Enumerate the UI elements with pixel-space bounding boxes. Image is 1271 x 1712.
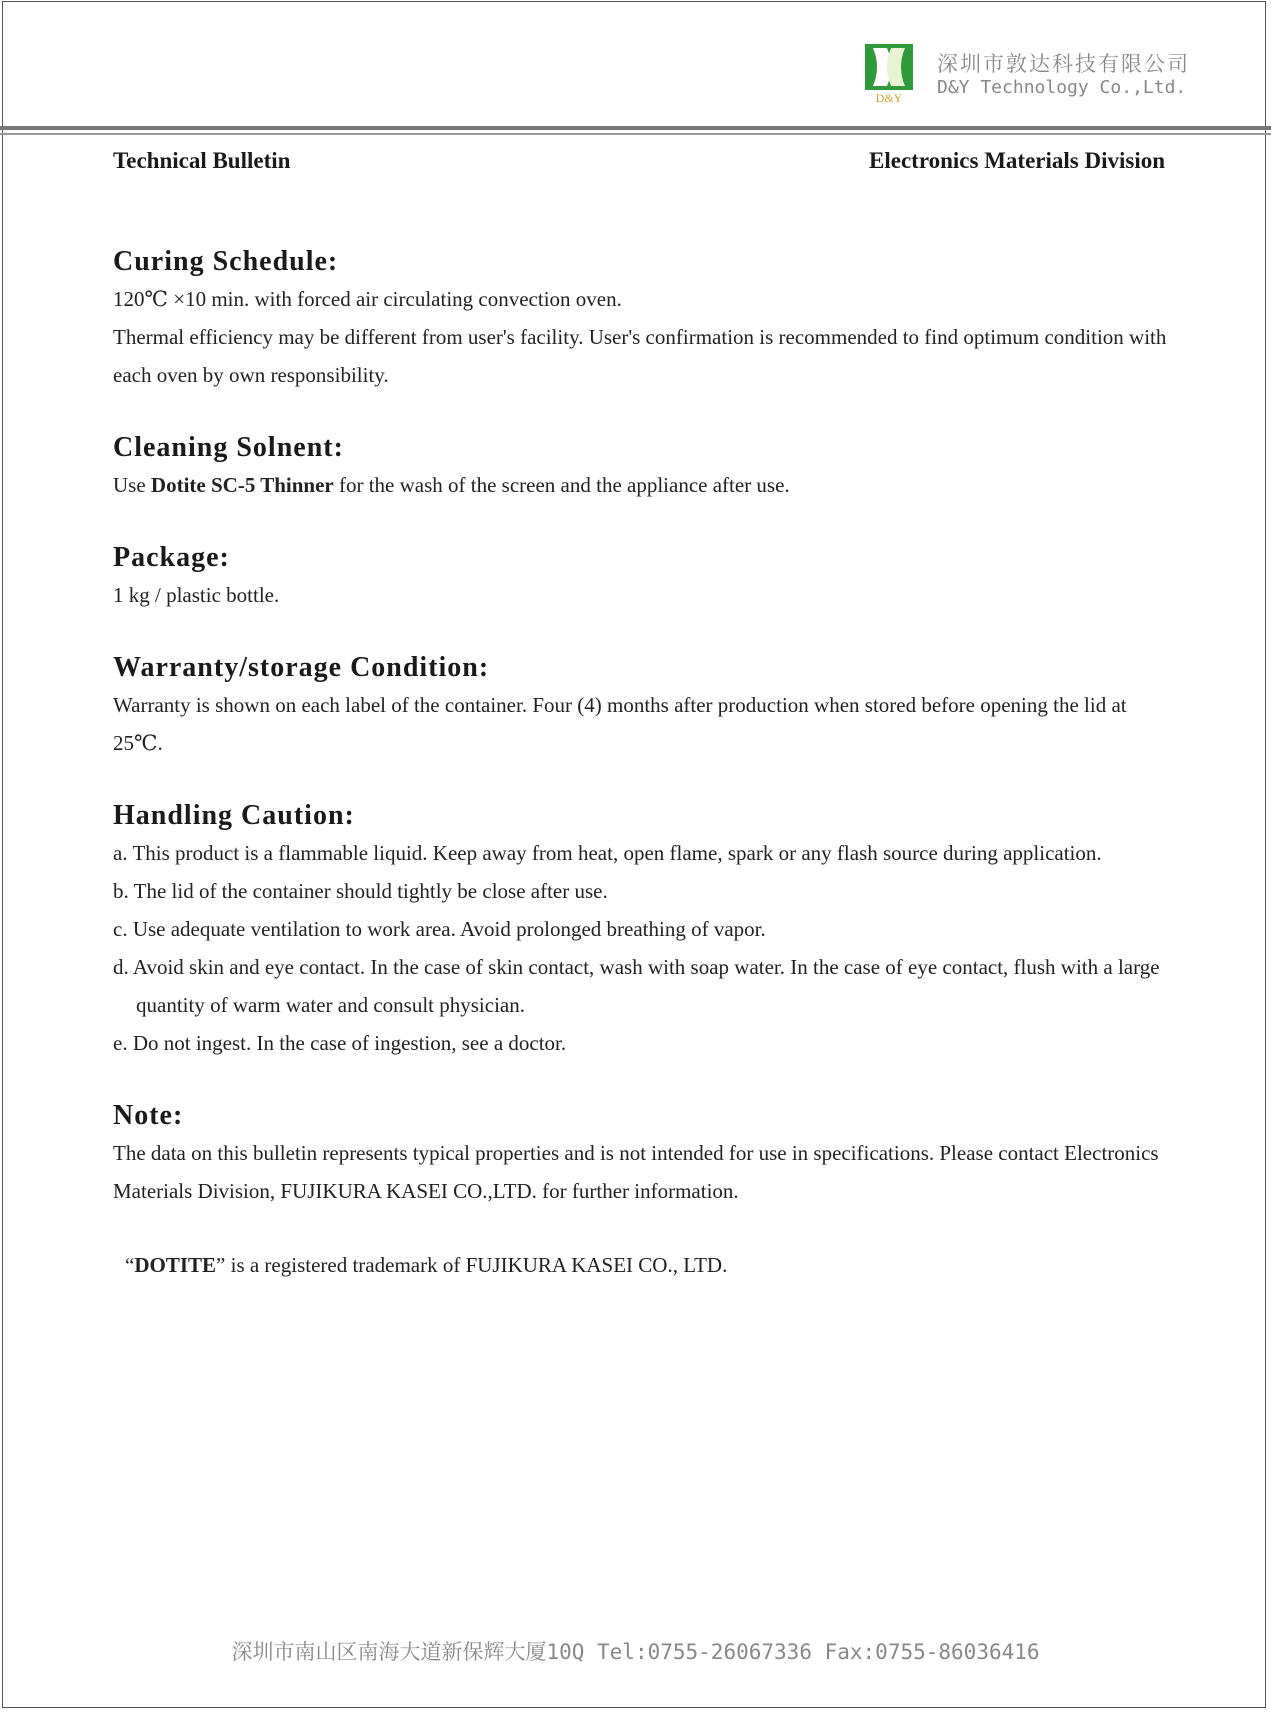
curing-line-1: 120℃ ×10 min. with forced air circulating convection oven.: [113, 287, 622, 311]
company-name-en: D&Y Technology Co.,Ltd.: [937, 77, 1187, 98]
section-note: [113, 1098, 1173, 1210]
curing-line-2: Thermal efficiency may be different from user's facility. User's confirmation is recommended to find optimum condition with each oven by own responsibility.: [113, 325, 1167, 387]
list-item: b. The lid of the container should tightly be close after use.: [113, 879, 608, 903]
quote-close: ”: [216, 1253, 226, 1277]
section-title: Handling Caution:: [113, 800, 355, 831]
package-text: 1 kg / plastic bottle.: [113, 583, 280, 607]
section-title: Curing Schedule:: [113, 246, 339, 277]
section-handling: [113, 798, 1173, 1062]
company-logo: [865, 44, 913, 106]
cleaning-text: [113, 466, 1173, 504]
section-title: Warranty/storage Condition:: [113, 652, 490, 683]
logo-text: D&Y: [875, 91, 903, 105]
bulletin-title: Technical Bulletin: [113, 148, 291, 173]
header-rule-thin: [0, 133, 1271, 135]
trademark-name: DOTITE: [134, 1253, 217, 1277]
quote-open: “: [125, 1253, 135, 1277]
header-rule: [0, 126, 1271, 130]
section-curing: [113, 244, 1173, 394]
section-title: Cleaning Solnent:: [113, 432, 344, 463]
trademark-notice: [125, 1246, 1173, 1284]
cleaning-prefix: Use: [113, 473, 151, 497]
list-item: d. Avoid skin and eye contact. In the case of skin contact, wash with soap water. In the case of eye contact, flush with a large quantity of warm water and consult physician.: [113, 955, 1160, 1017]
trademark-text: is a registered trademark of FUJIKURA KASEI CO., LTD.: [225, 1253, 728, 1277]
division-title: Electronics Materials Division: [869, 148, 1165, 173]
cleaning-suffix: for the wash of the screen and the appliance after use.: [333, 473, 790, 497]
list-item: e. Do not ingest. In the case of ingestion, see a doctor.: [113, 1031, 567, 1055]
list-item: c. Use adequate ventilation to work area. Avoid prolonged breathing of vapor.: [113, 917, 766, 941]
list-item: a. This product is a flammable liquid. Keep away from heat, open flame, spark or any flash source during application.: [113, 841, 1102, 865]
company-name: [937, 52, 1190, 100]
warranty-text: Warranty is shown on each label of the container. Four (4) months after production when stored before opening the lid at 25℃.: [113, 693, 1127, 755]
footer-address: 深圳市南山区南海大道新保辉大厦10Q Tel:0755-26067336 Fax:0755-86036416: [231, 1640, 1040, 1664]
note-text: The data on this bulletin represents typical properties and is not intended for use in specifications. Please contact Electronics Materials Division, FUJIKURA KASEI CO.,LTD. for further information.: [113, 1141, 1159, 1203]
section-cleaning: [113, 430, 1173, 504]
section-package: [113, 540, 1173, 614]
section-title: Note:: [113, 1100, 184, 1131]
section-title: Package:: [113, 542, 230, 573]
section-warranty: [113, 650, 1173, 762]
bulletin-body: [113, 244, 1173, 1305]
product-name: Dotite SC-5 Thinner: [150, 473, 334, 497]
company-name-cn: 深圳市敦达科技有限公司: [937, 52, 1190, 76]
